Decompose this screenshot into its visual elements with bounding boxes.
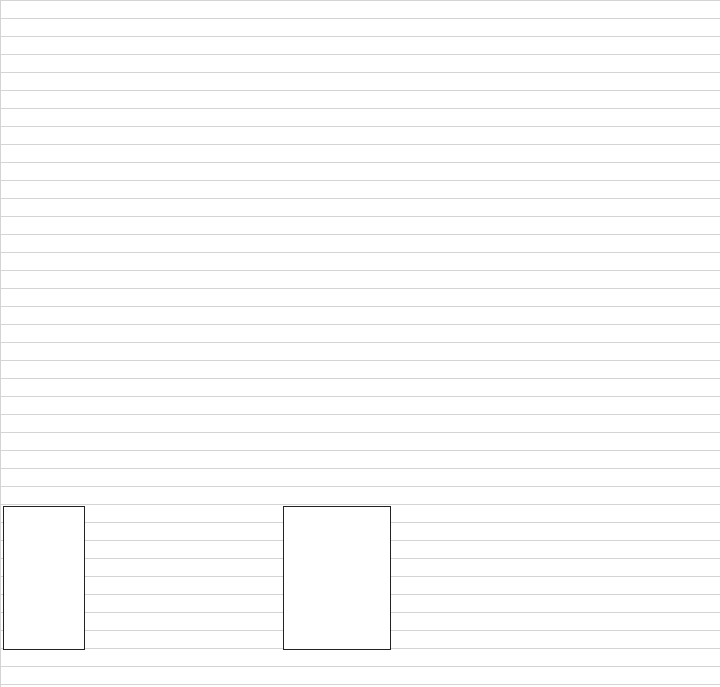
abbau-info [283, 506, 391, 650]
aufbau-info [3, 506, 85, 650]
